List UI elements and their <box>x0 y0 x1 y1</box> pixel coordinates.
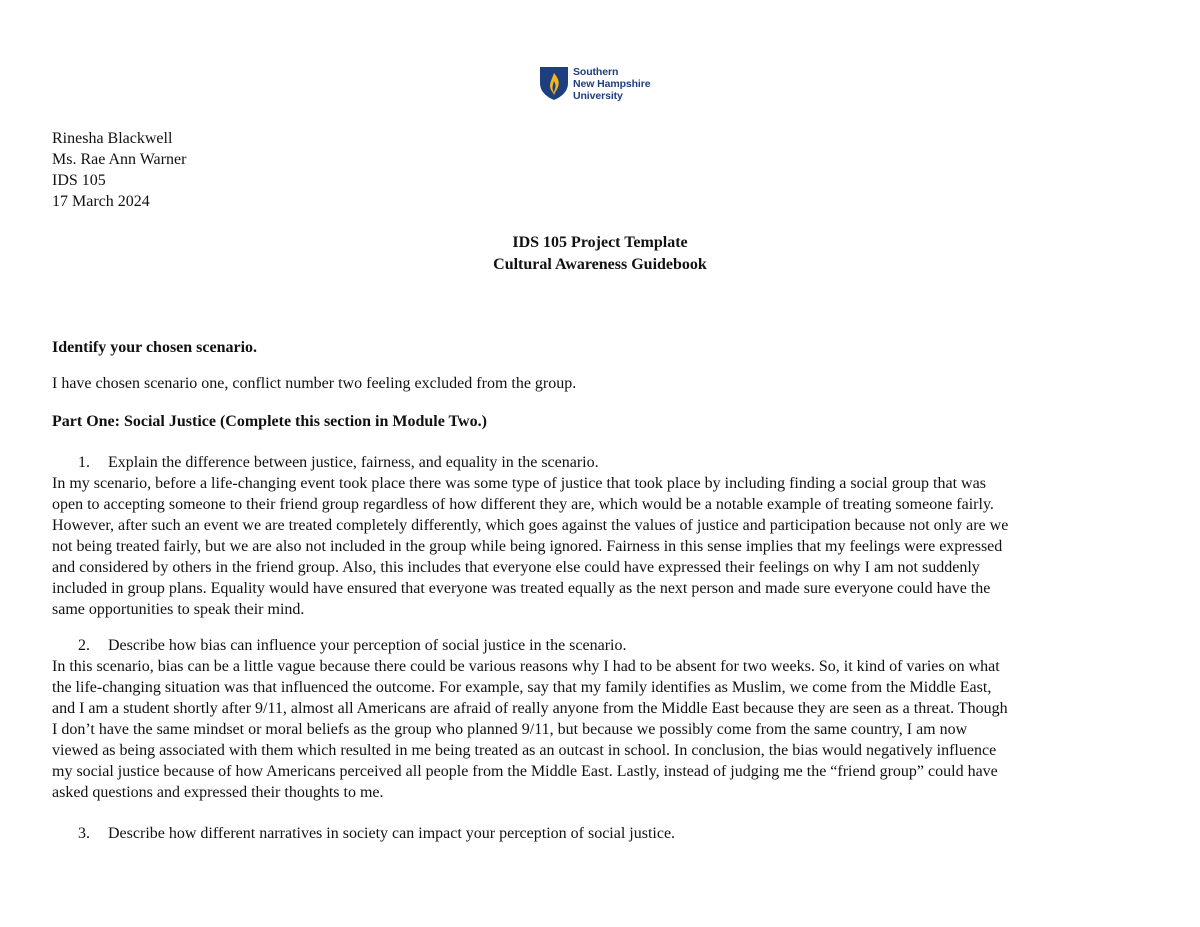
logo-line-2: New Hampshire <box>573 78 651 90</box>
answer-line: I don’t have the same mindset or moral beliefs as the group who planned 9/11, but because we possibly come from the same country, I am now <box>52 721 968 738</box>
question-number: 3. <box>78 825 90 842</box>
question-prompt: Explain the difference between justice, fairness, and equality in the scenario. <box>108 454 599 471</box>
question-1 <box>78 452 599 473</box>
title-line-2: Cultural Awareness Guidebook <box>493 256 707 273</box>
part-one-heading: Part One: Social Justice (Complete this section in Module Two.) <box>52 413 487 430</box>
answer-line: same opportunities to speak their mind. <box>52 601 305 618</box>
student-name: Rinesha Blackwell <box>52 130 173 147</box>
answer-line: open to accepting someone to their friend group regardless of how different they are, which would be a notable example of treating someone fairly. <box>52 496 994 513</box>
document-header <box>52 128 1152 212</box>
answer-line: In this scenario, bias can be a little vague because there could be various reasons why I had to be absent for two weeks. So, it kind of varies on what <box>52 658 1000 675</box>
question-3 <box>78 823 675 844</box>
answer-line: the life-changing situation was that influenced the outcome. For example, say that my family identifies as Muslim, we come from the Middle East, <box>52 679 992 696</box>
answer-line: In my scenario, before a life-changing event took place there was some type of justice that took place by including finding a social group that was <box>52 475 986 492</box>
title-line-1: IDS 105 Project Template <box>512 234 688 251</box>
answer-1 <box>52 473 1162 620</box>
answer-line: However, after such an event we are treated completely differently, which goes against the values of justice and participation because not only are we <box>52 517 1009 534</box>
university-name <box>573 66 650 102</box>
answer-line: included in group plans. Equality would have ensured that everyone was treated equally as the next person and made sure everyone could have the <box>52 580 991 597</box>
logo-line-1: Southern <box>573 66 619 78</box>
answer-line: and considered by others in the friend group. Also, this includes that everyone else could have expressed their feelings on why I am not suddenly <box>52 559 980 576</box>
document-date: 17 March 2024 <box>52 193 150 210</box>
logo-line-3: University <box>573 90 623 102</box>
answer-line: asked questions and expressed their thoughts to me. <box>52 784 384 801</box>
shield-flame-icon <box>539 66 569 101</box>
question-2 <box>78 635 626 656</box>
document-title <box>0 232 1200 276</box>
course-code: IDS 105 <box>52 172 106 189</box>
scenario-heading: Identify your chosen scenario. <box>52 339 258 356</box>
question-prompt: Describe how different narratives in society can impact your perception of social justice. <box>108 825 676 842</box>
answer-line: my social justice because of how Americans perceived all people from the Middle East. Lastly, instead of judging me the “friend group” could have <box>52 763 998 780</box>
answer-line: not being treated fairly, but we are also not included in the group while being ignored. Fairness in this sense implies that my feelings were expressed <box>52 538 1003 555</box>
answer-line: and I am a student shortly after 9/11, almost all Americans are afraid of really anyone from the Middle East because they are seen as a threat. Though <box>52 700 1008 717</box>
instructor-name: Ms. Rae Ann Warner <box>52 151 187 168</box>
answer-line: viewed as being associated with them which resulted in me being treated as an outcast in school. In conclusion, the bias would negatively influence <box>52 742 997 759</box>
answer-2 <box>52 656 1162 803</box>
question-number: 1. <box>78 454 90 471</box>
scenario-answer: I have chosen scenario one, conflict number two feeling excluded from the group. <box>52 375 577 392</box>
question-prompt: Describe how bias can influence your perception of social justice in the scenario. <box>108 637 627 654</box>
university-logo <box>539 66 650 102</box>
question-number: 2. <box>78 637 90 654</box>
